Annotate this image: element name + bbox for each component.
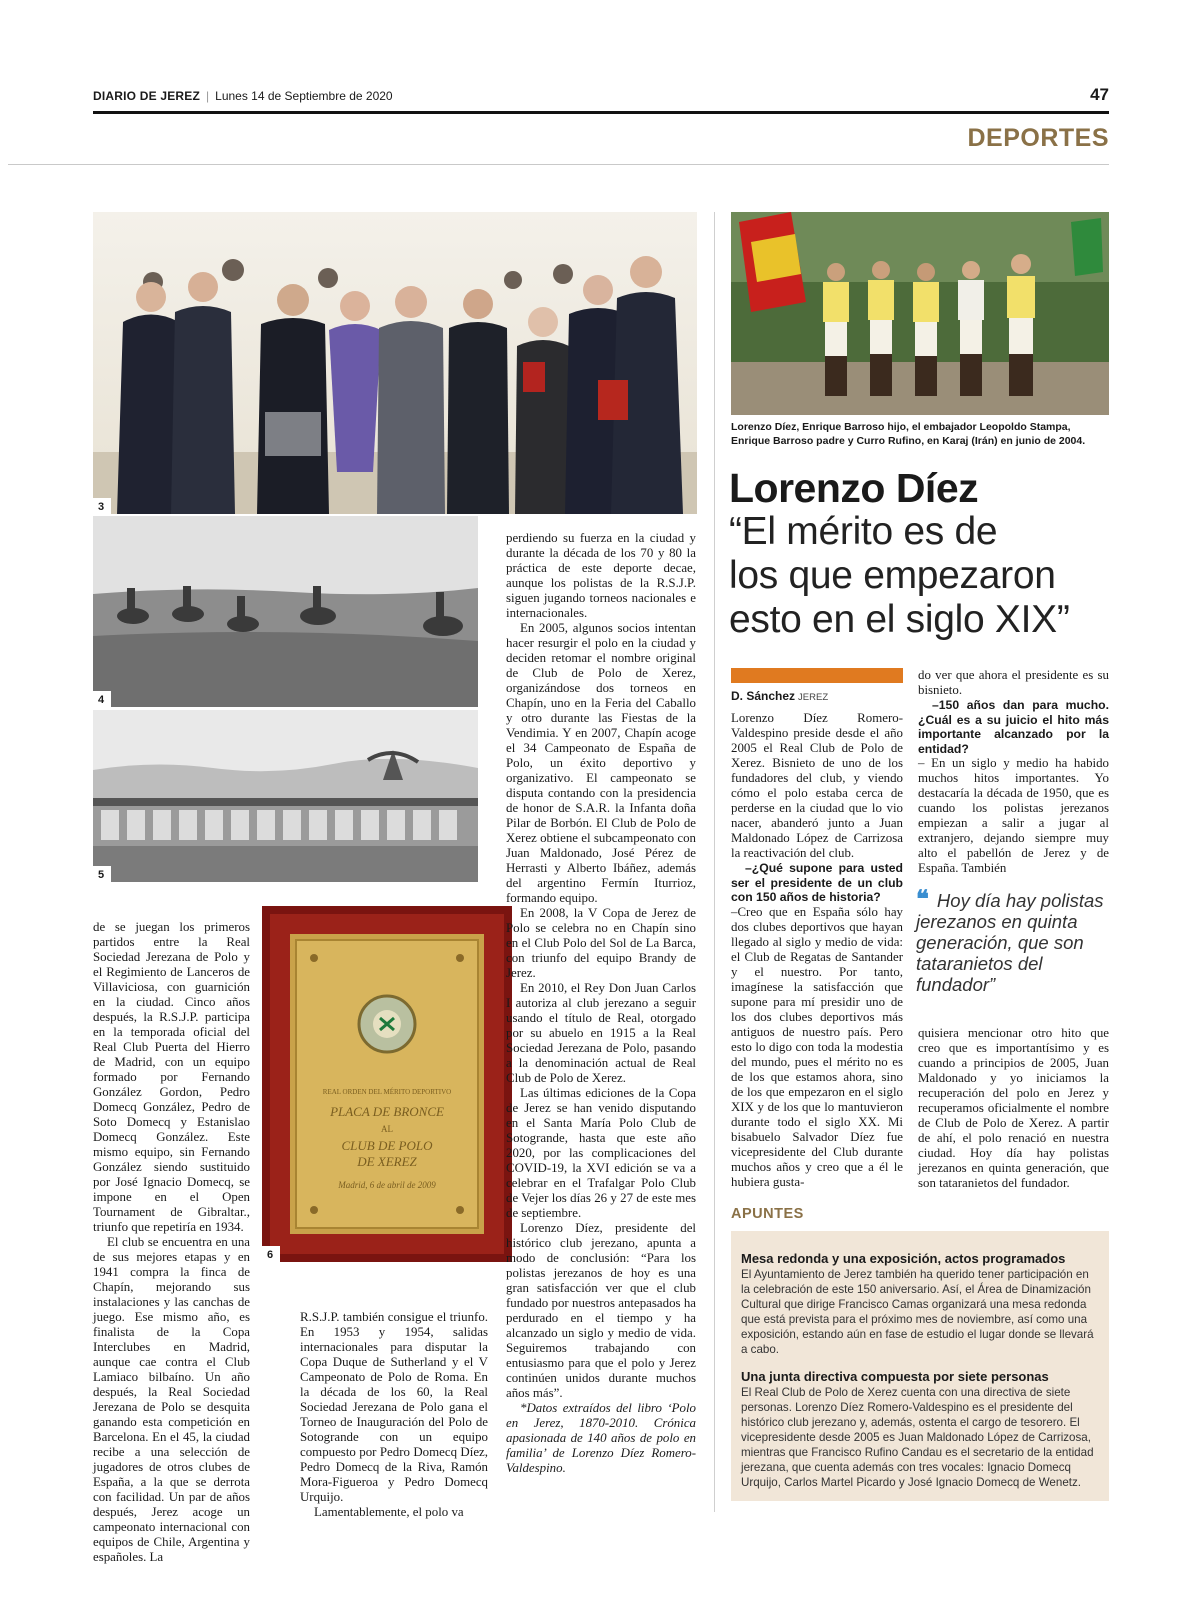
photo-royal-visit <box>93 212 697 514</box>
apuntes-item-title: Una junta directiva compuesta por siete personas <box>741 1369 1049 1384</box>
interview-answer: –Creo que en España sólo hay dos clubes deportivos que hayan llegado al siglo y medio de vida: el Club de Regatas de Santander y el nuestro. Por tanto, imagínese la satisfacción que supone para mí presidir uno de los dos clubes deportivos más antiguos de nuestro país. Pero esto lo digo con toda la modestia del mundo, pues el mérito no es de los que estamos ahora, sino de los que empezaron en el siglo XIX y de los que lo mantuvieron durante todo el siglo XX. Mi bisabuelo Salvador Díez fue vicepresidente del Club durante muchos años y creo que a él le hubiera gusta- <box>731 904 903 1189</box>
interview-intro: Lorenzo Díez Romero-Valdespino preside desde el año 2005 el Real Club de Polo de Xerez. Bisnieto de uno de los fundadores del club, y viendo cómo el polo estaba cerca de perderse en la ciudad que lo vio nacer, abanderó junto a Juan Maldonado López de Carrizosa la reactivación del club. <box>731 711 903 860</box>
issue-date: Lunes 14 de Septiembre de 2020 <box>215 89 393 103</box>
historic-polo-image <box>93 516 478 707</box>
plaque-line: Madrid, 6 de abril de 2009 <box>338 1180 436 1190</box>
article-paragraph: perdiendo su fuerza en la ciudad y durante la década de los 70 y 80 la práctica de este deporte decae, aunque los polistas de la R.S.J.P. siguen jugando torneos nacionales e internacionales. <box>506 531 696 620</box>
source-note: *Datos extraídos del libro ‘Polo en Jerez, 1870-2010. Crónica apasionada de 140 años de polo en familia’ de Lorenzo Díez Romero-Valdespino. <box>506 1401 696 1475</box>
photo-historic-polo-match <box>93 516 478 707</box>
section-rule <box>8 164 1109 165</box>
quote-mark-icon: ❝ <box>916 886 929 913</box>
accent-bar <box>731 668 903 683</box>
byline <box>731 689 828 703</box>
header-rule <box>93 111 1109 114</box>
pull-quote <box>916 886 1109 995</box>
article-column-1 <box>93 920 250 1565</box>
article-paragraph: R.S.J.P. también consigue el triunfo. En 1953 y 1954, salidas internacionales para disputar la Copa Duque de Sutherland y el V Campeonato de Polo de Roma. En la década de los 60, la Real Sociedad Jerezana de Polo gana el Torneo de Inauguración del Polo de Sotogrande con un equipo compuesto por Pedro Domecq Díez, Pedro Domecq de la Riva, Ramón Mora-Figueroa y Pedro Domecq Urquijo. <box>300 1310 488 1504</box>
interview-column-2 <box>918 668 1109 876</box>
plaque-line: PLACA DE BRONCE <box>330 1104 444 1119</box>
article-column-2 <box>300 1310 488 1520</box>
article-paragraph: El club se encuentra en una de sus mejores etapas y en 1941 compra la finca de Chapín, mejorando sus instalaciones y las canchas de juego. Ese mismo año, es finalista de la Copa Interclubes en Madrid, aunque cae contra el Club Lamiaco bilbaíno. Un año después, la Real Sociedad Jerezana de Polo se desquita ganando esta competición en Barcelona. En el 45, la ciudad recibe a una selección de jugadores de otros clubes de España, a la que se derrota con facilidad. Un par de años después, Jerez acoge un campeonato internacional con equipos de Chile, Argentina y españoles. La <box>93 1235 250 1564</box>
article-column-3 <box>506 531 696 1476</box>
apuntes-item-text: El Real Club de Polo de Xerez cuenta con una directiva de siete personas. Lorenzo Díez Romero-Valdespino es el presidente del histórico club jerezano y, además, ostenta el cargo de tesorero. El vicepresidente desde 2005 es Juan Maldonado López de Carrizosa, mientras que Francisco Rufino Candau es el secretario de la entidad jerezana, que cuenta además con tres vocales: Ignacio Domecq Urquijo, Carlos Martel Picardo y José Ignacio Domecq de Wenetz. <box>741 1386 1094 1489</box>
apuntes-box <box>731 1231 1109 1501</box>
article-paragraph: Las últimas ediciones de la Copa de Jerez se han venido disputando en el Santa María Polo Club de Sotogrande, hasta que este año 2020, por las complicaciones del COVID-19, la XVI edición se va a celebrar en el Trafalgar Polo Club de Vejer los días 26 y 27 de este mes de septiembre. <box>506 1086 696 1220</box>
plaque-line: CLUB DE POLO <box>341 1138 433 1153</box>
interview-answer: – En un siglo y medio ha habido muchos hitos importantes. Yo destacaría la década de 1950, que es cuando los polistas jerezanos empiezan a salir a jugar al extranjero, dejando siempre muy alto el pabellón de Jerez y de España. También <box>918 756 1109 875</box>
section-title: DEPORTES <box>967 124 1109 152</box>
headline-quote <box>729 510 1119 642</box>
interview-column-2-continued <box>918 1026 1109 1191</box>
article-paragraph: En 2005, algunos socios intentan hacer resurgir el polo en la ciudad y deciden retomar el nombre original de Club de Polo de Xerez, organizándose dos torneos en Chapín, uno en la Feria del Caballo y otro durante las Fiestas de la Vendimia. Y en 2007, Chapín acoge el 34 Campeonato de España de Polo, un éxito deportivo y organizativo. El campeonato se disputa contando con la presidencia de honor de S.A.R. la Infanta doña Pilar de Borbón. El Club de Polo de Xerez obtiene el subcampeonato con Juan Maldonado, José Pérez de Herrasti y Alberto Ibáñez, además del argentino Fermín Iturrioz, formando equipo. <box>506 621 696 905</box>
photo-number: 4 <box>93 691 111 707</box>
newspaper-name: DIARIO DE JEREZ <box>93 89 201 103</box>
interview-answer: do ver que ahora el presidente es su bisnieto. <box>918 668 1109 697</box>
royal-visit-image <box>93 212 697 514</box>
pull-quote-text: Hoy día hay polistas jerezanos en quinta generación, que son tataranietos del fundador” <box>916 890 1104 995</box>
plaque-line: AL <box>381 1124 393 1134</box>
headline-name: Lorenzo Díez <box>729 465 979 511</box>
column-divider <box>714 212 715 1512</box>
headline-quote-line: los que empezaron <box>729 554 1056 597</box>
headline-quote-line: “El mérito es de <box>729 510 998 553</box>
article-paragraph: de se juegan los primeros partidos entre la Real Sociedad Jerezana de Polo y el Regimiento de Lanceros de Villaviciosa, con guarnición en la ciudad. Cinco años después, la R.S.J.P. participa en la temporada oficial del Real Club Puerta del Hierro de Madrid, con un equipo formado por Fernando González Gordon, Pedro Domecq González, Pedro de Soto Domecq y Estanislao Domecq González. Este mismo equipo, sin Fernando González siendo sustituido por José Ignacio Domecq, se impone en el Open Tournament de Gibraltar., triunfo que repetiría en 1934. <box>93 920 250 1234</box>
page-header <box>93 85 1109 109</box>
article-paragraph: En 2010, el Rey Don Juan Carlos I autoriza al club jerezano a seguir usando el título de Real, otorgado por su abuelo en 1915 a la Real Sociedad Jerezana de Polo, pasando a la denominación actual de Real Club de Polo de Xerez. <box>506 981 696 1085</box>
interview-answer: quisiera mencionar otro hito que creo que es importantísimo y es cuando a principios de 2005, Juan Maldonado y yo iniciamos la recuperación del polo en Jerez y recuperamos oficialmente el nombre de Club de Polo de Xerez. A partir de ahí, el polo renació en nuestra ciudad. Hoy día hay polistas jerezanos en quinta generación, que son tataranietos del fundador. <box>918 1026 1109 1190</box>
plaque-line: DE XEREZ <box>357 1154 417 1169</box>
photo-number: 6 <box>262 1246 280 1262</box>
photo-karaj-team <box>731 212 1109 415</box>
article-paragraph: Lamentablemente, el polo va <box>314 1505 464 1519</box>
plaque-image <box>262 906 512 1262</box>
apuntes-heading: APUNTES <box>731 1206 804 1222</box>
photo-bronze-plaque <box>262 906 512 1262</box>
photo-number: 5 <box>93 866 111 882</box>
headline-quote-line: esto en el siglo XIX” <box>729 598 1070 641</box>
karaj-team-image <box>731 212 1109 415</box>
interview-column-1 <box>731 711 903 1190</box>
article-paragraph: En 2008, la V Copa de Jerez de Polo se celebra no en Chapín sino en el Club Polo del Sol de La Barca, con triunfo del equipo Brandy de Jerez. <box>506 906 696 980</box>
photo-caption: Lorenzo Díez, Enrique Barroso hijo, el embajador Leopoldo Stampa, Enrique Barroso padre y Curro Rufino, en Karaj (Irán) en junio de 2004. <box>731 421 1086 447</box>
apuntes-item-text: El Ayuntamiento de Jerez también ha querido tener participación en la celebración de este 150 aniversario. Así, el Área de Dinamización Cultural que dirige Francisco Camas organizará una mesa redonda que está prevista para el próximo mes de noviembre, así como una exposición, estando aún en fase de estudio el lugar donde se llevará a cabo. <box>741 1268 1094 1356</box>
byline-location: JEREZ <box>798 692 829 703</box>
page-number: 47 <box>1090 85 1109 104</box>
article-paragraph: Lorenzo Díez, presidente del histórico club jerezano, apunta a modo de conclusión: “Para los polistas jerezanos de hoy es una gran satisfacción ver que el club fundado por nuestros antepasados ha perdurado en el tiempo y ha alcanzado un siglo y medio de vida. Seguiremos trabajando con entusiasmo para que el polo y Jerez continúen unidos durante muchos años más”. <box>506 1221 696 1400</box>
historic-stands-image <box>93 710 478 882</box>
photo-number: 3 <box>93 498 111 514</box>
plaque-inscription <box>300 1088 474 1190</box>
interview-question: –¿Qué supone para usted ser el presidente de un club con 150 años de historia? <box>731 861 903 904</box>
plaque-line: REAL ORDEN DEL MÉRITO DEPORTIVO <box>322 1088 452 1096</box>
interview-question: –150 años dan para mucho. ¿Cuál es a su juicio el hito más importante alcanzado por la entidad? <box>918 698 1109 756</box>
photo-historic-stands <box>93 710 478 882</box>
apuntes-item-title: Mesa redonda y una exposición, actos programados <box>741 1251 1066 1266</box>
author-name: D. Sánchez <box>731 689 796 703</box>
header-separator: | <box>206 89 210 103</box>
